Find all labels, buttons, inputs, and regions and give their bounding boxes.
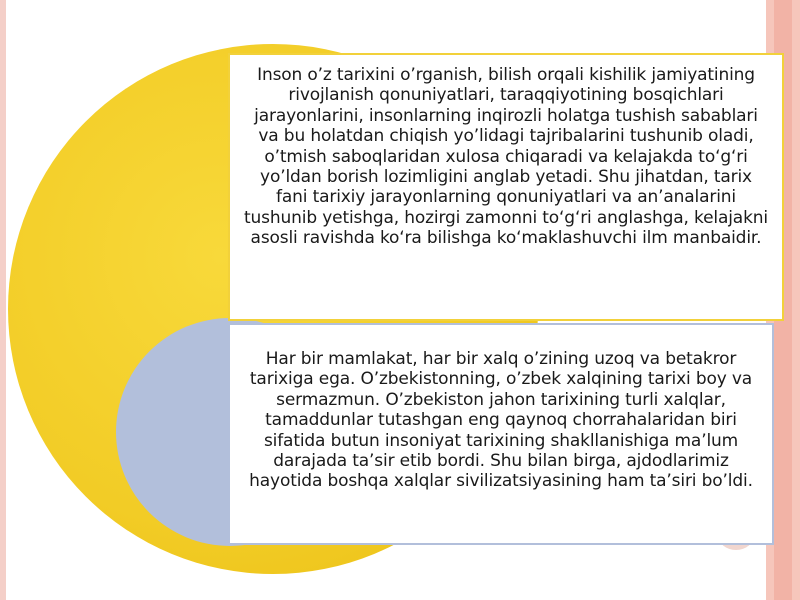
left-border-stripe xyxy=(0,0,6,600)
bottom-paragraph: Har bir mamlakat, har bir xalq o’zining uzoq va betakror tarixiga ega. O’zbekistonning, o’zbek xalqining tarixi boy va sermazmun. O’zbekiston jahon tarixining turli xalqlar, tamaddunlar tutashgan eng qaynoq chorrahalaridan biri sifatida butun insoniyat tarixining shakllanishiga ma’lum darajada ta’sir etib bordi. Shu bilan birga, ajdodlarimiz hayotida boshqa xalqlar sivilizatsiyasining ham ta’siri bo’ldi. xyxy=(249,349,753,492)
bottom-text-box xyxy=(228,323,774,545)
top-text-box xyxy=(228,53,784,321)
top-paragraph: Inson o’z tarixini o’rganish, bilish orqali kishilik jamiyatining rivojlanish qonuniyatlari, taraqqiyotining bosqichlari jarayonlarini, insonlarning inqirozli holatga tushish sabablari va bu holatdan chiqish yo’lidagi tajribalarini tushunib oladi, o’tmish saboqlaridan xulosa chiqaradi va kelajakda to‘g‘ri yo’ldan borish lozimligini anglab yetadi. Shu jihatdan, tarix fani tarixiy jarayonlarning qonuniyatlari va an’analarini tushunib yetishga, hozirgi zamonni to‘g‘ri anglashga, kelajakni asosli ravishda ko‘ra bilishga ko‘maklashuvchi ilm manbaidir. xyxy=(244,65,768,249)
